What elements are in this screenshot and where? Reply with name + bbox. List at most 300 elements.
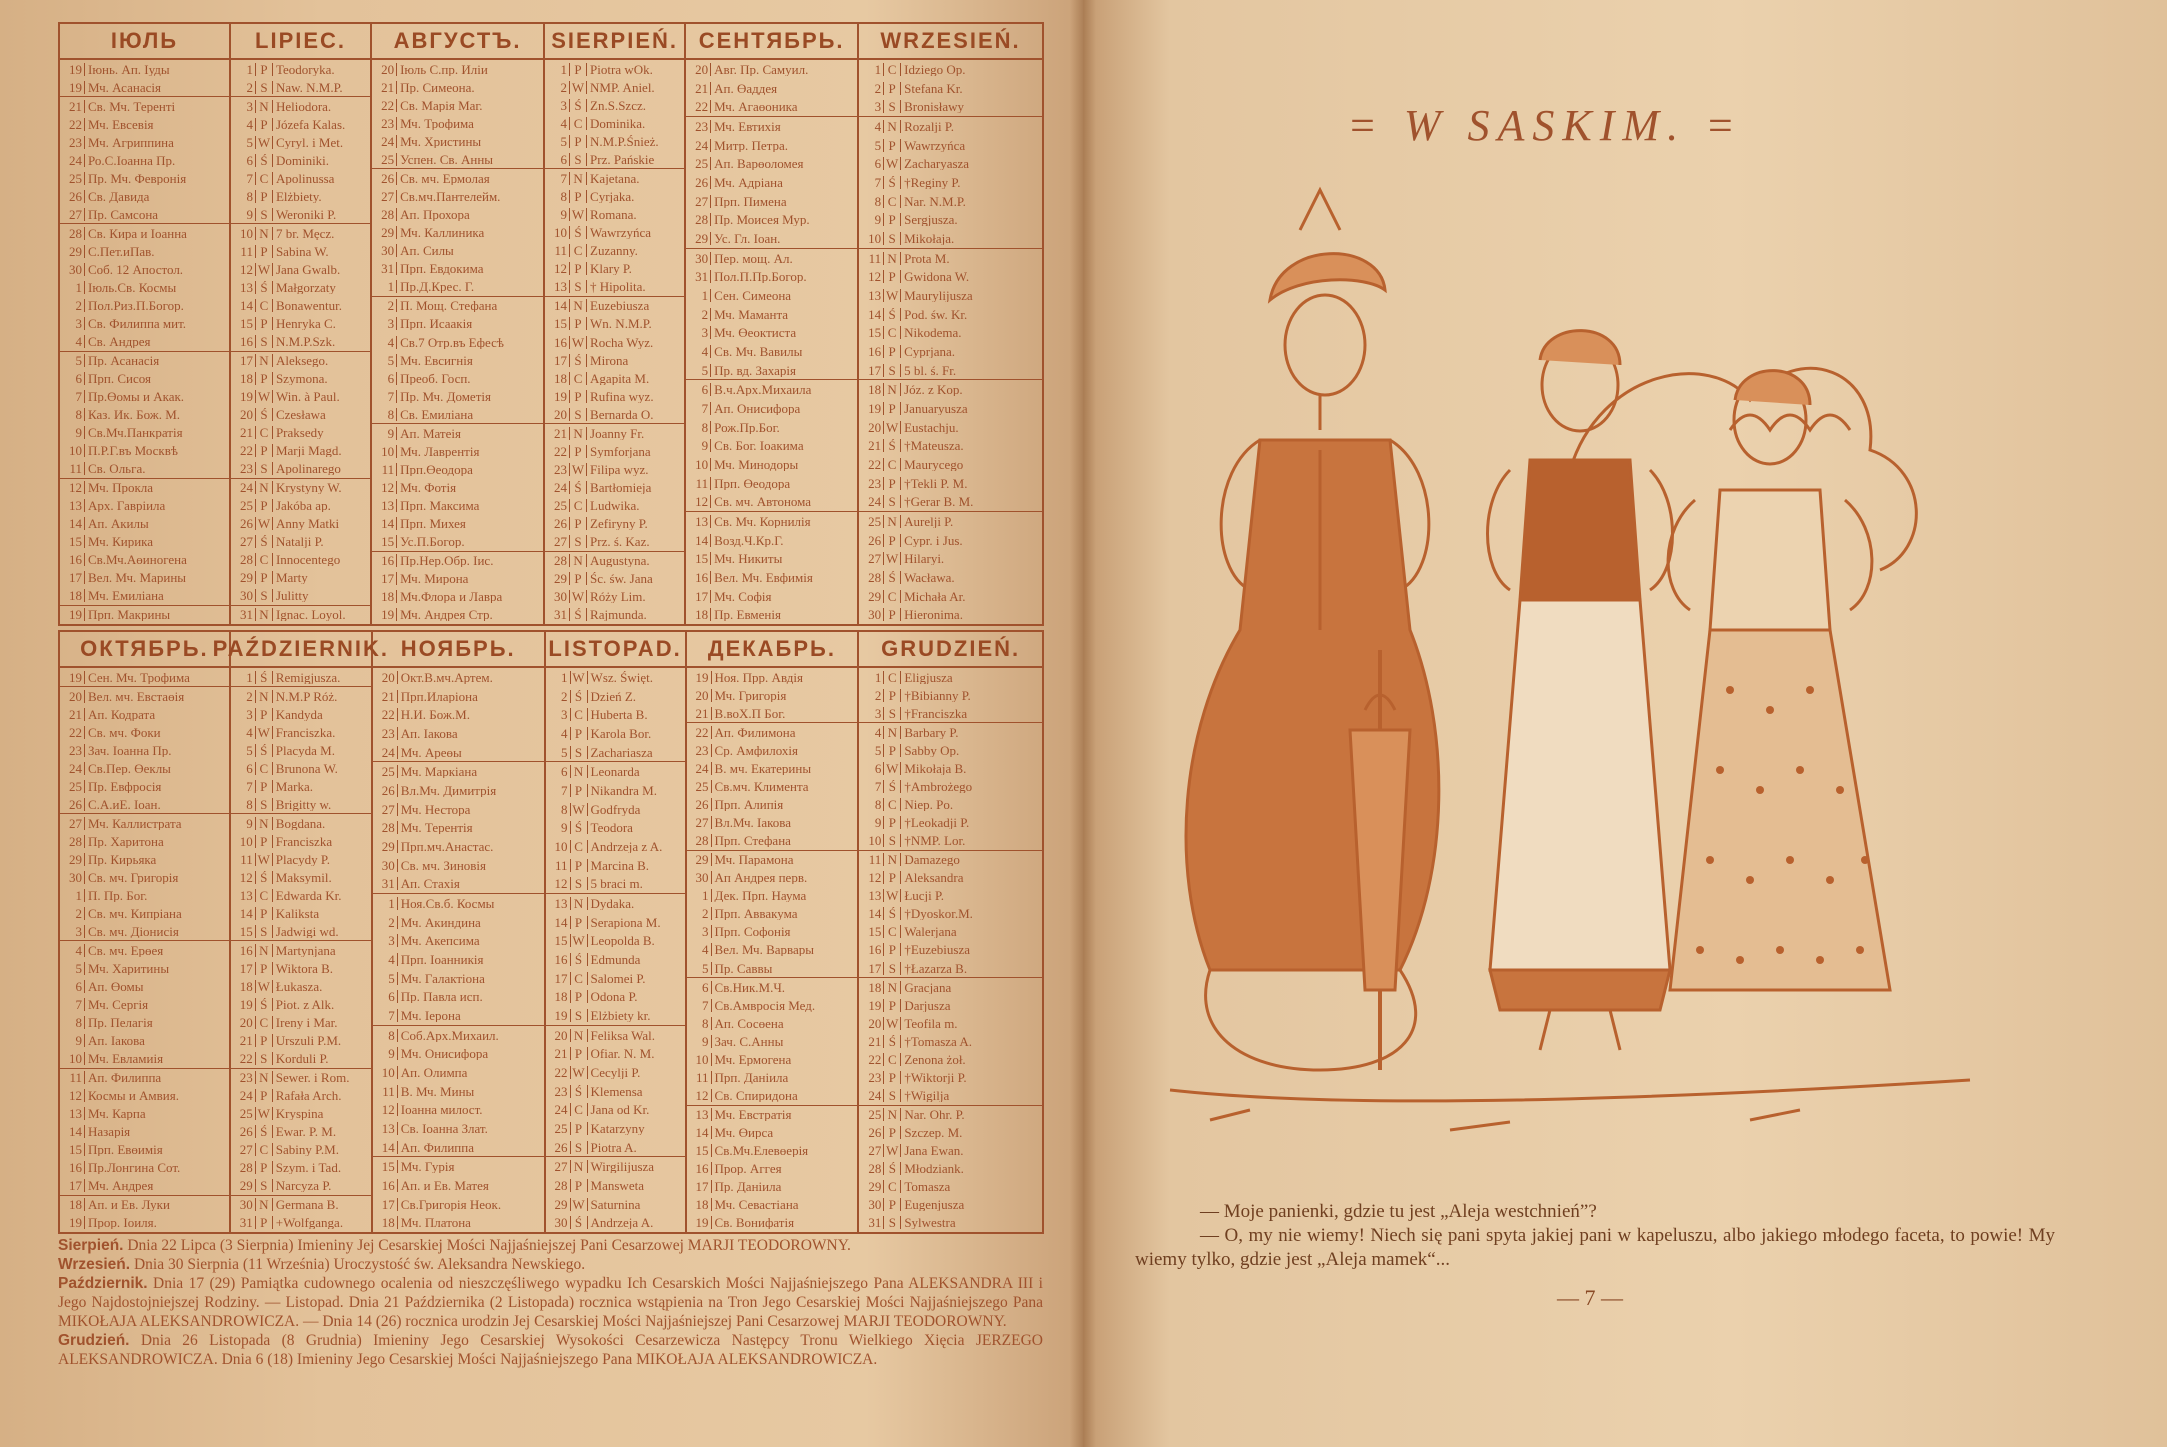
- day-number: 8: [702, 1015, 709, 1031]
- day-row: [859, 959, 1042, 977]
- saint-name: †Tomasza A.: [904, 1034, 972, 1048]
- day-row: [545, 297, 684, 315]
- weekday-letter: P: [255, 1034, 273, 1047]
- saint-name: Sabby Op.: [904, 743, 960, 757]
- saint-name: Пр. Асанасія: [84, 354, 229, 367]
- saint-name: Eugenjusza: [904, 1198, 965, 1212]
- day-number: 18: [868, 979, 882, 995]
- saint-name: Julitty: [275, 589, 309, 603]
- day-number: 30: [69, 261, 82, 277]
- saint-name: Мч. Каллистрата: [84, 817, 229, 830]
- day-row: [231, 960, 371, 978]
- note-2: Październik. Dnia 17 (29) Pamiątka cudownego ocalenia od nieszczęśliwego wypadku Ich Cesarskich Mości Najjaśniejszego Pana ALEKSANDRA III i Jego Najdostojniejszej Rodziny. — Listopad. Dnia 21 Października (2 Listopada) rocznica wstąpienia na Tron Jego Cesarskiej Mości Najjaśniejszego Pana MIKOŁAJA ALEKSANDROWICZA. — Dnia 14 (26) rocznica urodzin Jej Cesarskiej Mości Najjaśniejszej Pani Cesarzowej MARJI TEODOROWNY.: [58, 1275, 1043, 1330]
- saint-name: Franciszka: [275, 834, 333, 848]
- day-row: [546, 762, 685, 781]
- day-row: [60, 187, 229, 205]
- day-number: 19: [868, 400, 882, 416]
- saint-name: Св. Іоанна Злат.: [397, 1122, 544, 1135]
- day-number: 9: [246, 815, 253, 831]
- day-number: 13: [554, 279, 568, 295]
- weekday-letter: W: [569, 336, 587, 349]
- weekday-letter: W: [883, 889, 901, 902]
- day-row: [687, 686, 858, 704]
- weekday-letter: Ś: [569, 354, 587, 367]
- day-number: 27: [69, 206, 82, 222]
- day-row: [372, 278, 543, 296]
- day-row: [231, 224, 370, 242]
- saint-name: Elżbiety.: [275, 189, 322, 203]
- day-row: [60, 569, 229, 587]
- day-row: [231, 60, 370, 78]
- saint-name: Прп.Өеодора: [396, 463, 543, 476]
- day-row: [231, 1214, 371, 1232]
- day-number: 15: [695, 1143, 709, 1159]
- weekday-letter: Ś: [570, 690, 588, 703]
- saint-name: Feliksa Wal.: [590, 1028, 655, 1042]
- day-number: 19: [381, 607, 395, 623]
- day-number: 30: [695, 250, 709, 266]
- day-number: 9: [560, 207, 568, 223]
- saint-name: Łucji P.: [904, 889, 945, 903]
- day-number: 19: [69, 1215, 82, 1231]
- day-number: 17: [69, 570, 82, 586]
- day-number: 18: [554, 989, 568, 1005]
- day-row: [686, 531, 857, 550]
- day-number: 28: [554, 1177, 568, 1193]
- saint-name: Космы и Амвия.: [84, 1089, 229, 1102]
- day-row: [60, 1214, 229, 1232]
- weekday-letter: P: [569, 135, 587, 148]
- saint-name: Sylwestra: [904, 1216, 956, 1230]
- saint-name: Marji Magd.: [275, 444, 342, 458]
- day-number: 18: [695, 607, 709, 623]
- day-number: 14: [381, 1139, 395, 1155]
- day-row: [545, 169, 684, 187]
- saint-name: N.M.P.Szk.: [275, 334, 336, 348]
- day-number: 28: [868, 569, 882, 585]
- weekday-letter: S: [883, 1089, 901, 1102]
- day-row: [231, 1069, 371, 1087]
- month-column: [546, 632, 687, 1232]
- day-row: [546, 668, 685, 687]
- day-number: 2: [561, 688, 568, 704]
- saint-name: Пр. Харитона: [84, 835, 229, 848]
- weekday-letter: P: [883, 213, 901, 226]
- day-number: 11: [382, 1083, 395, 1099]
- weekday-letter: S: [569, 408, 587, 421]
- saint-name: Св.мч.Пантелейм.: [396, 190, 543, 203]
- week-block: [231, 97, 370, 224]
- saint-name: Св.Григорія Неок.: [397, 1198, 544, 1211]
- day-number: 11: [868, 852, 882, 868]
- day-number: 16: [69, 1160, 82, 1176]
- day-number: 24: [554, 480, 568, 496]
- day-number: 2: [560, 79, 568, 95]
- day-number: 26: [695, 174, 709, 190]
- week-block: [231, 1196, 371, 1232]
- day-number: 14: [695, 1125, 709, 1141]
- saint-name: Возд.Ч.Кр.Г.: [710, 534, 857, 547]
- day-row: [231, 515, 370, 533]
- saint-name: Ап. и Ев. Луки: [84, 1198, 229, 1211]
- saint-name: Зач. Іоанна Пр.: [84, 744, 229, 757]
- saint-name: Пр. Самсона: [84, 208, 229, 221]
- saint-name: Placydy P.: [275, 852, 330, 866]
- day-number: 3: [560, 97, 568, 113]
- saint-name: Wsz. Święt.: [590, 670, 654, 684]
- day-row: [687, 887, 858, 905]
- day-row: [60, 1177, 229, 1195]
- weekday-letter: C: [255, 762, 273, 775]
- saint-name: Marka.: [275, 779, 313, 793]
- week-block: [687, 851, 858, 978]
- saint-name: Вл.Мч. Іакова: [711, 816, 858, 829]
- day-number: 22: [695, 99, 709, 115]
- day-row: [60, 78, 229, 96]
- saint-name: Weroniki P.: [275, 207, 337, 221]
- day-row: [231, 78, 370, 96]
- day-number: 8: [75, 407, 82, 423]
- saint-name: Leonarda: [590, 765, 640, 779]
- day-number: 10: [695, 456, 709, 472]
- saint-name: Gracjana: [904, 980, 952, 994]
- weekday-letter: Ś: [255, 671, 273, 684]
- weekday-letter: W: [255, 726, 273, 739]
- day-row: [686, 399, 857, 418]
- day-number: 6: [388, 989, 395, 1005]
- day-row: [60, 705, 229, 723]
- day-row: [373, 1157, 544, 1176]
- day-number: 28: [868, 1161, 882, 1177]
- day-number: 5: [702, 960, 709, 976]
- saint-name: Мч. Лаврентія: [396, 445, 543, 458]
- weekday-letter: P: [883, 402, 901, 415]
- day-row: [859, 814, 1042, 832]
- day-row: [231, 1123, 371, 1141]
- day-row: [60, 960, 229, 978]
- saint-name: Мч. Акиндина: [397, 916, 544, 929]
- day-number: 24: [381, 133, 395, 149]
- day-number: 6: [561, 764, 568, 780]
- day-row: [546, 781, 685, 800]
- saint-name: Serapiona M.: [590, 915, 661, 929]
- day-row: [231, 278, 370, 296]
- day-row: [687, 704, 858, 722]
- week-block: [60, 814, 229, 941]
- saint-name: Соб.Арх.Михаил.: [397, 1029, 544, 1042]
- saint-name: Jakóba ap.: [275, 499, 331, 513]
- weekday-letter: C: [255, 172, 273, 185]
- saint-name: Sergjusza.: [904, 213, 958, 227]
- saint-name: Пр.Д.Крес. Г.: [396, 280, 543, 293]
- day-number: 20: [239, 1015, 253, 1031]
- day-number: 14: [695, 532, 709, 548]
- weekday-letter: N: [255, 1071, 273, 1084]
- day-number: 19: [239, 997, 253, 1013]
- day-row: [373, 724, 544, 743]
- day-row: [859, 455, 1042, 474]
- saint-name: Пол.Риз.П.Богор.: [84, 299, 229, 312]
- saint-name: Ап. Онисифора: [710, 402, 857, 415]
- day-row: [545, 552, 684, 570]
- day-row: [859, 512, 1042, 531]
- saint-name: Мч. Андрея: [84, 1179, 229, 1192]
- day-row: [687, 741, 858, 759]
- saint-name: Ап. Іакова: [397, 727, 544, 740]
- saint-name: Huberta B.: [590, 708, 648, 722]
- weekday-letter: N: [883, 252, 901, 265]
- day-number: 21: [239, 1033, 253, 1049]
- weekday-letter: S: [883, 495, 901, 508]
- day-row: [546, 894, 685, 913]
- day-number: 12: [554, 876, 568, 892]
- saint-name: †Mateusza.: [904, 439, 964, 453]
- day-row: [372, 460, 543, 478]
- week-block: [686, 512, 857, 624]
- day-row: [687, 905, 858, 923]
- day-number: 1: [560, 61, 568, 77]
- saint-name: Edwarda Kr.: [275, 888, 342, 902]
- day-row: [859, 723, 1042, 741]
- weekday-letter: P: [570, 916, 588, 929]
- day-number: 1: [701, 287, 709, 303]
- weekday-letter: P: [569, 390, 587, 403]
- saint-name: Jana Gwalb.: [275, 262, 341, 276]
- day-row: [545, 315, 684, 333]
- day-number: 9: [874, 212, 882, 228]
- day-number: 22: [239, 1051, 253, 1067]
- month-header: ІЮЛЬ: [60, 24, 229, 60]
- day-number: 23: [868, 1069, 882, 1085]
- day-row: [687, 1014, 858, 1032]
- day-row: [686, 173, 857, 192]
- day-row: [372, 606, 543, 624]
- day-number: 14: [868, 906, 882, 922]
- day-row: [687, 777, 858, 795]
- weekday-letter: S: [883, 232, 901, 245]
- saint-name: Franciszka.: [275, 725, 336, 739]
- day-row: [859, 249, 1042, 268]
- day-number: 6: [246, 760, 253, 776]
- weekday-letter: C: [883, 590, 901, 603]
- day-number: 3: [561, 707, 568, 723]
- day-row: [373, 1119, 544, 1138]
- day-row: [859, 887, 1042, 905]
- day-row: [231, 886, 371, 904]
- saint-name: Ус.П.Богор.: [396, 535, 543, 548]
- day-number: 4: [701, 343, 709, 359]
- saint-name: Piot. z Alk.: [275, 998, 335, 1012]
- day-row: [60, 151, 229, 169]
- day-number: 4: [874, 724, 882, 740]
- saint-name: Ludwika.: [590, 499, 640, 513]
- day-number: 23: [381, 725, 395, 741]
- day-number: 26: [381, 170, 395, 186]
- day-number: 9: [387, 425, 395, 441]
- weekday-letter: S: [570, 877, 588, 890]
- day-number: 28: [381, 820, 395, 836]
- saint-name: Prota M.: [904, 251, 950, 265]
- saint-name: †Łazarza B.: [904, 961, 968, 975]
- saint-name: Śc. św. Jana: [590, 572, 653, 586]
- day-number: 4: [387, 334, 395, 350]
- day-row: [60, 1069, 229, 1087]
- weekday-letter: Ś: [883, 1035, 901, 1048]
- day-number: 30: [695, 870, 709, 886]
- saint-name: Zuzanny.: [590, 244, 638, 258]
- weekday-letter: N: [570, 1029, 588, 1042]
- day-row: [859, 492, 1042, 511]
- saint-name: Anny Matki: [275, 517, 340, 531]
- day-row: [60, 332, 229, 350]
- day-row: [687, 923, 858, 941]
- day-number: 26: [239, 516, 253, 532]
- saint-name: Прп. Евөимія: [84, 1143, 229, 1156]
- day-row: [231, 352, 370, 370]
- weekday-letter: P: [883, 139, 901, 152]
- weekday-letter: P: [255, 780, 273, 793]
- day-row: [372, 187, 543, 205]
- saint-name: Мч. Өирса: [711, 1126, 858, 1139]
- saint-name: †Leokadji P.: [904, 816, 970, 830]
- saint-name: Успен. Св. Анны: [396, 153, 543, 166]
- saint-name: Ofiar. N. M.: [590, 1047, 655, 1061]
- day-row: [231, 115, 370, 133]
- day-row: [686, 436, 857, 455]
- day-row: [60, 406, 229, 424]
- day-number: 18: [868, 382, 882, 398]
- day-number: 1: [75, 887, 82, 903]
- week-block: [231, 814, 371, 941]
- day-number: 18: [381, 1215, 395, 1231]
- day-row: [60, 1196, 229, 1214]
- week-block: [60, 941, 229, 1068]
- saint-name: Ignac. Loyol.: [275, 608, 346, 622]
- day-row: [859, 1214, 1042, 1232]
- saint-name: Innocentego: [275, 553, 341, 567]
- saint-name: Мч. Софія: [710, 590, 857, 603]
- day-number: 22: [381, 97, 395, 113]
- day-number: 6: [75, 371, 82, 387]
- saint-name: Прп. Макрины: [84, 608, 229, 621]
- weekday-letter: N: [255, 100, 273, 113]
- day-number: 4: [561, 725, 568, 741]
- day-number: 10: [868, 833, 882, 849]
- saint-name: Ап. Кодрата: [84, 708, 229, 721]
- day-number: 24: [695, 137, 709, 153]
- saint-name: Пр. Евменія: [710, 608, 857, 621]
- day-number: 10: [381, 1064, 395, 1080]
- day-row: [859, 1124, 1042, 1142]
- week-block: [231, 941, 371, 1068]
- day-row: [60, 1159, 229, 1177]
- day-number: 1: [246, 669, 253, 685]
- day-row: [373, 1138, 544, 1157]
- day-row: [373, 950, 544, 969]
- weekday-letter: C: [569, 372, 587, 385]
- day-number: 29: [239, 1178, 253, 1194]
- day-row: [859, 1050, 1042, 1068]
- day-row: [686, 587, 857, 606]
- saint-name: †Tekli P. M.: [904, 476, 968, 490]
- weekday-letter: N: [883, 120, 901, 133]
- day-row: [373, 856, 544, 875]
- day-row: [372, 78, 543, 96]
- day-number: 15: [69, 534, 82, 550]
- saint-name: Св. мч. Зиновія: [397, 859, 544, 872]
- day-row: [686, 418, 857, 437]
- day-row: [60, 832, 229, 850]
- weekday-letter: S: [255, 335, 273, 348]
- saint-name: Св. Филиппа мит.: [84, 317, 229, 330]
- day-row: [60, 314, 229, 332]
- day-number: 28: [695, 833, 709, 849]
- saint-name: Bartłomieja: [590, 481, 652, 495]
- day-number: 9: [388, 1046, 395, 1062]
- day-row: [373, 762, 544, 781]
- day-row: [373, 913, 544, 932]
- saint-name: Ап. Акилы: [84, 517, 229, 530]
- day-number: 16: [239, 333, 253, 349]
- saint-name: Barbary P.: [904, 725, 959, 739]
- day-row: [686, 210, 857, 229]
- weekday-letter: W: [570, 934, 588, 947]
- saint-name: Nikodema.: [904, 326, 962, 340]
- day-number: 19: [69, 669, 82, 685]
- weekday-letter: P: [255, 1161, 273, 1174]
- saint-name: Митр. Петра.: [710, 139, 857, 152]
- day-number: 5: [246, 742, 253, 758]
- day-row: [859, 380, 1042, 399]
- day-number: 19: [69, 607, 82, 623]
- day-row: [687, 1032, 858, 1050]
- day-row: [231, 296, 370, 314]
- day-row: [372, 132, 543, 150]
- day-row: [687, 1106, 858, 1124]
- saint-name: В. Мч. Мины: [397, 1085, 544, 1098]
- day-number: 16: [239, 942, 253, 958]
- day-row: [231, 606, 370, 624]
- day-row: [231, 424, 370, 442]
- saint-name: Szczep. M.: [904, 1126, 963, 1140]
- month-header: LIPIEC.: [231, 24, 370, 60]
- saint-name: Св.Ник.М.Ч.: [711, 981, 858, 994]
- day-row: [372, 60, 543, 78]
- month-header: ОКТЯБРЬ.: [60, 632, 229, 668]
- weekday-letter: P: [255, 1216, 273, 1229]
- day-row: [859, 286, 1042, 305]
- month-column: [545, 24, 686, 624]
- saint-name: Prz. ś. Kaz.: [590, 535, 650, 549]
- day-number: 24: [868, 494, 882, 510]
- saint-name: Ап. Филиппа: [84, 1071, 229, 1084]
- saint-name: Св.Мч.Елевөерія: [711, 1144, 858, 1157]
- day-number: 12: [69, 480, 82, 496]
- saint-name: Ап. Филимона: [711, 726, 858, 739]
- week-block: [686, 60, 857, 117]
- saint-name: Мч. Платона: [397, 1216, 544, 1229]
- day-number: 21: [69, 706, 82, 722]
- saint-name: Aleksandra: [904, 871, 964, 885]
- saint-name: Мч. Ермогена: [711, 1053, 858, 1066]
- saint-name: Ап. Іакова: [84, 1034, 229, 1047]
- saint-name: 5 braci m.: [590, 877, 643, 891]
- saint-name: Мч. Өеоктиста: [710, 326, 857, 339]
- day-row: [686, 79, 857, 98]
- saint-name: Klemensa: [590, 1084, 643, 1098]
- saint-name: В.воХ.П Бог.: [711, 707, 858, 720]
- weekday-letter: C: [883, 925, 901, 938]
